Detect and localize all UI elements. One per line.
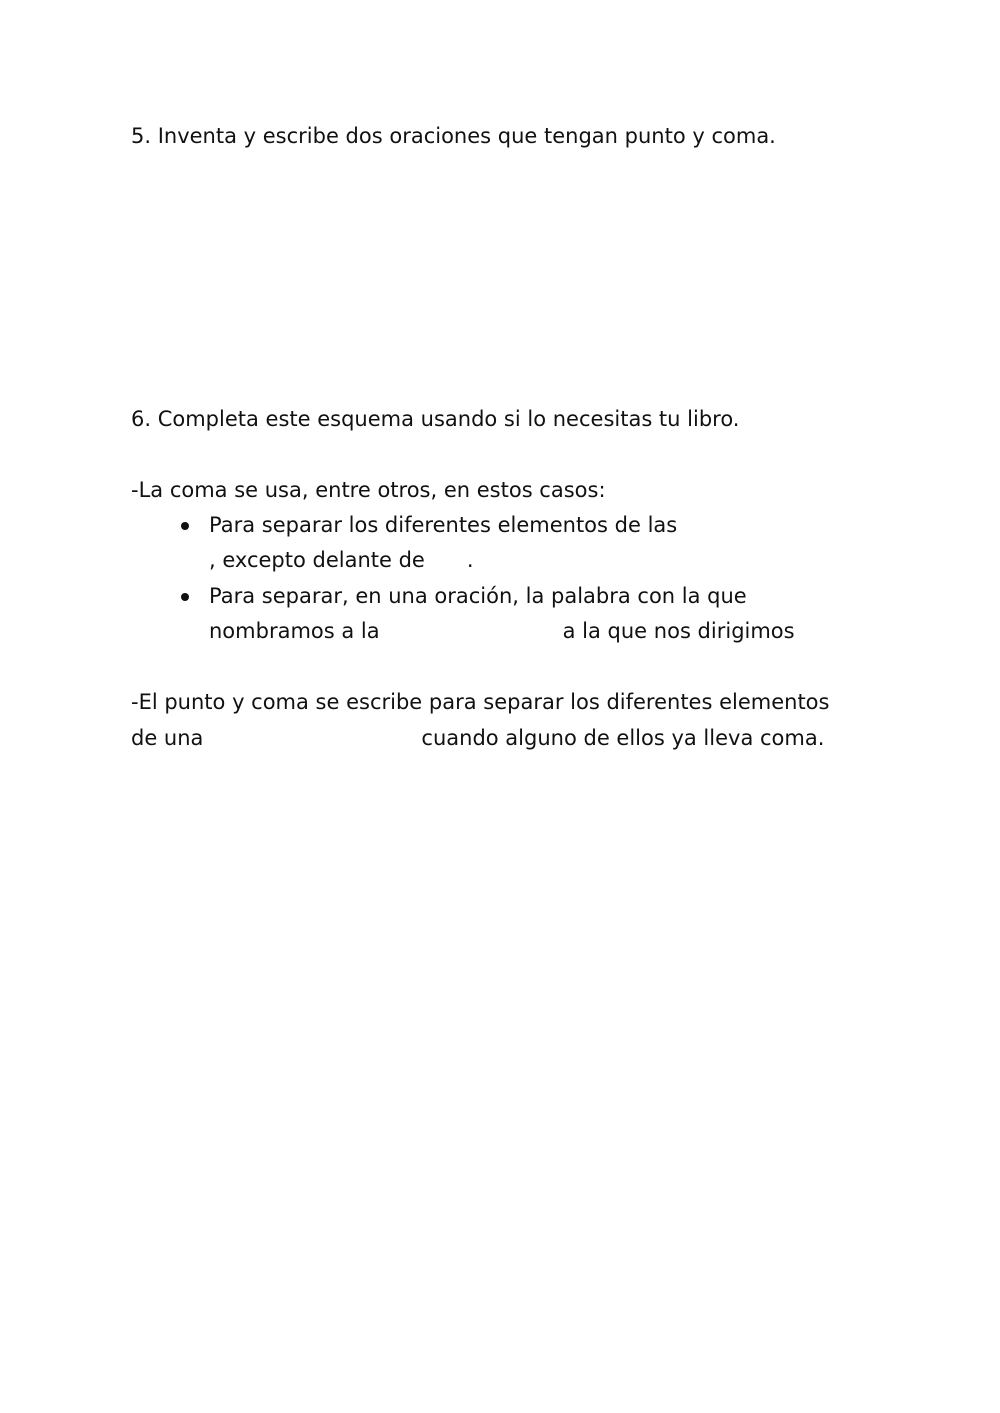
bullet-2-icon — [181, 593, 189, 601]
punto-y-coma-line-1: -El punto y coma se escribe para separar los diferentes elementos — [131, 690, 830, 714]
punto-y-coma-text-a: de una — [131, 726, 204, 750]
bullet-2-text-a: nombramos a la — [209, 619, 380, 643]
punto-y-coma-line-2 — [131, 724, 824, 752]
bullet-1-line-2 — [209, 546, 474, 574]
bullet-1-icon — [181, 522, 189, 530]
coma-intro: -La coma se usa, entre otros, en estos casos: — [131, 478, 606, 502]
bullet-1-text-b: . — [466, 548, 474, 572]
exercise-5-prompt: 5. Inventa y escribe dos oraciones que tengan punto y coma. — [131, 124, 776, 148]
exercise-6-prompt: 6. Completa este esquema usando si lo necesitas tu libro. — [131, 407, 740, 431]
punto-y-coma-text-b: cuando alguno de ellos ya lleva coma. — [421, 726, 825, 750]
bullet-2-line-1: Para separar, en una oración, la palabra con la que — [209, 584, 747, 608]
bullet-2-line-2 — [209, 617, 795, 645]
bullet-1-text-a: , excepto delante de — [209, 548, 425, 572]
bullet-1-line-1: Para separar los diferentes elementos de las — [209, 513, 678, 537]
bullet-2-text-b: a la que nos dirigimos — [562, 619, 795, 643]
